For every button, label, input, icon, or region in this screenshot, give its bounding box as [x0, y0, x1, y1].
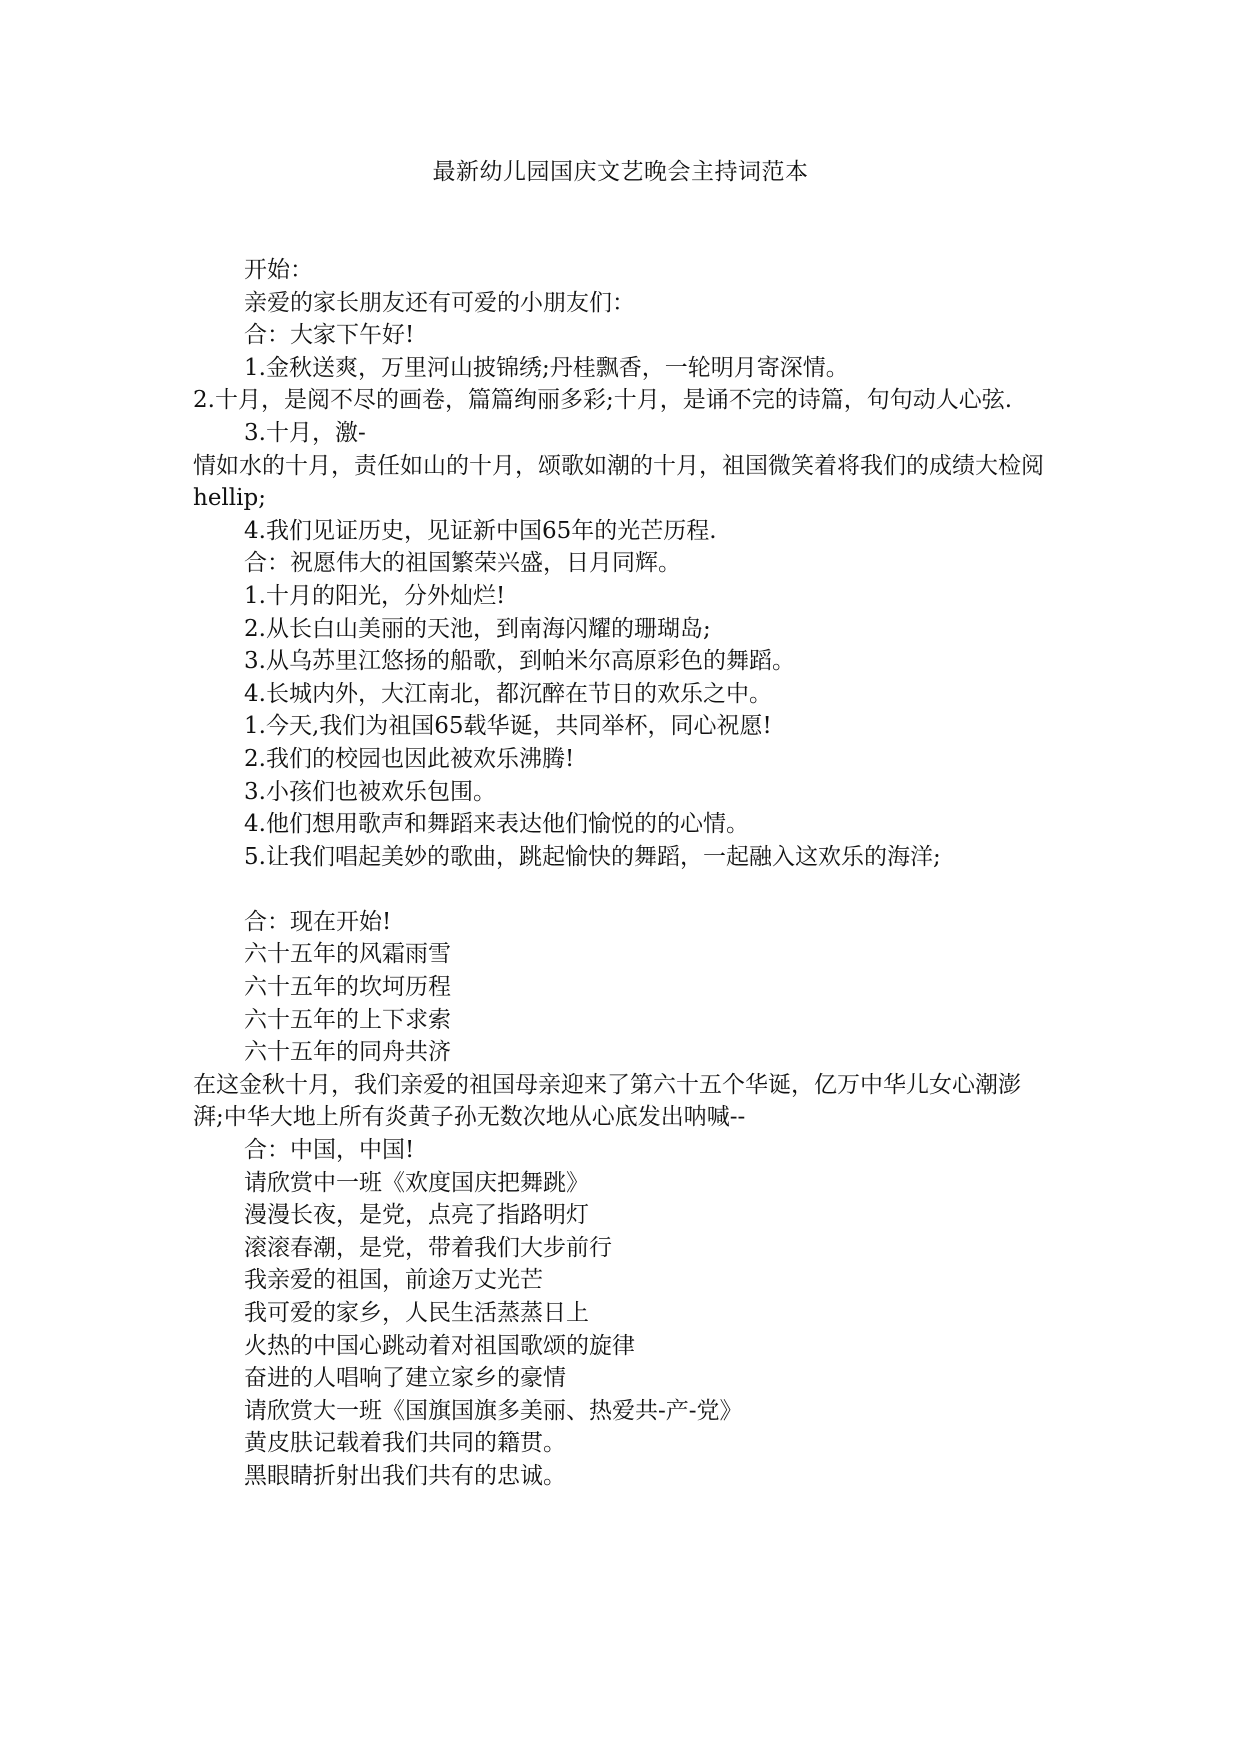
text-line: 滚滚春潮，是党，带着我们大步前行	[244, 1234, 612, 1261]
text-line: 3.从乌苏里江悠扬的船歌，到帕米尔高原彩色的舞蹈。	[244, 648, 795, 675]
text-line: 亲爱的家长朋友还有可爱的小朋友们：	[244, 289, 635, 316]
text-line: 六十五年的同舟共济	[244, 1039, 451, 1066]
text-line: 4.长城内外，大江南北，都沉醉在节日的欢乐之中。	[244, 680, 772, 707]
text-line: 黑眼睛折射出我们共有的忠诚。	[244, 1462, 566, 1489]
text-line: 开始：	[244, 257, 313, 283]
text-line: 六十五年的风霜雨雪	[244, 941, 451, 968]
text-line: 请欣赏大一班《国旗国旗多美丽、热爱共-产-党》	[244, 1397, 743, 1424]
document-title: 最新幼儿园国庆文艺晚会主持词范本	[432, 159, 809, 185]
text-line: 六十五年的上下求索	[244, 1006, 451, 1033]
document-body	[193, 254, 1053, 1493]
text-line: 2.我们的校园也因此被欢乐沸腾!	[244, 745, 575, 772]
text-paragraph: 2.十月，是阅不尽的画卷，篇篇绚丽多彩;十月，是诵不完的诗篇，句句动人心弦.	[193, 387, 1013, 414]
text-line: 3.小孩们也被欢乐包围。	[244, 778, 496, 805]
text-line: 合：中国，中国!	[244, 1137, 415, 1164]
text-line: 我亲爱的祖国，前途万丈光芒	[244, 1267, 543, 1294]
text-line: 合：祝愿伟大的祖国繁荣兴盛，日月同辉。	[244, 550, 681, 577]
text-line: 3.十月，激-	[244, 419, 366, 446]
text-line: 合：现在开始!	[244, 908, 392, 935]
text-line: 1.金秋送爽，万里河山披锦绣;丹桂飘香，一轮明月寄深情。	[244, 354, 849, 381]
text-paragraph: 在这金秋十月，我们亲爱的祖国母亲迎来了第六十五个华诞，亿万中华儿女心潮澎湃;中华大地上所有炎黄子孙无数次地从心底发出呐喊--	[193, 1071, 1021, 1131]
text-line: 1.今天,我们为祖国65载华诞，共同举杯，同心祝愿!	[244, 713, 772, 740]
text-line: 火热的中国心跳动着对祖国歌颂的旋律	[244, 1332, 635, 1359]
text-paragraph: 情如水的十月，责任如山的十月，颂歌如潮的十月，祖国微笑着将我们的成绩大检阅hellip;	[193, 452, 1044, 512]
text-line: 请欣赏中一班《欢度国庆把舞跳》	[244, 1169, 589, 1196]
text-line: 我可爱的家乡，人民生活蒸蒸日上	[244, 1300, 589, 1326]
text-line: 合：大家下午好!	[244, 322, 415, 349]
text-line: 4.他们想用歌声和舞蹈来表达他们愉悦的的心情。	[244, 811, 749, 838]
text-line: 漫漫长夜，是党，点亮了指路明灯	[244, 1202, 589, 1229]
text-line: 5.让我们唱起美妙的歌曲，跳起愉快的舞蹈，一起融入这欢乐的海洋;	[244, 843, 941, 870]
text-line: 1.十月的阳光，分外灿烂!	[244, 582, 506, 609]
text-line: 2.从长白山美丽的天池，到南海闪耀的珊瑚岛;	[244, 615, 711, 642]
text-line: 黄皮肤记载着我们共同的籍贯。	[244, 1430, 566, 1457]
text-line: 六十五年的坎坷历程	[244, 974, 451, 1001]
text-line: 奋进的人唱响了建立家乡的豪情	[244, 1365, 566, 1392]
text-line: 4.我们见证历史，见证新中国65年的光芒历程.	[244, 517, 717, 544]
